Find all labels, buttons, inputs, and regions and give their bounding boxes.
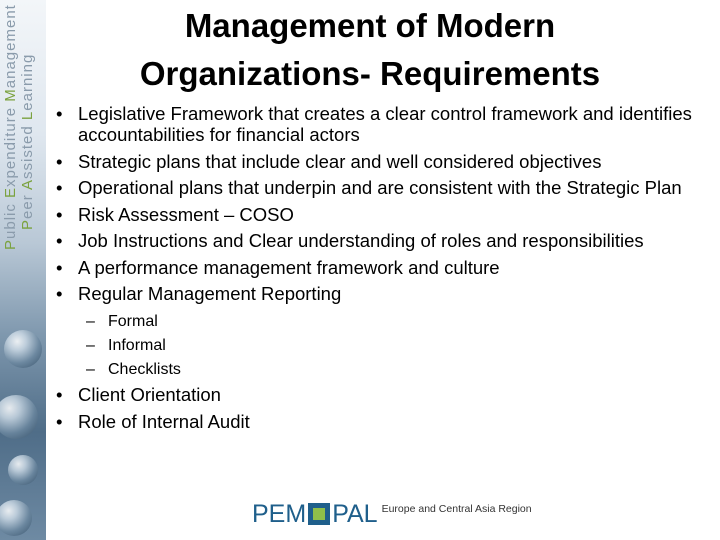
title-line-2: Organizations- Requirements bbox=[139, 55, 601, 92]
logo-text-left: PEM bbox=[252, 500, 307, 528]
bullet-item: • Regular Management Reporting bbox=[56, 283, 342, 304]
bullet-item: • Role of Internal Audit bbox=[56, 410, 250, 432]
bullet-item: • Strategic plans that include clear and well considered objectives bbox=[56, 150, 602, 172]
bullet-item: • Legislative Framework that creates a clear control framework and identifies accountabilities for financial actors bbox=[56, 103, 692, 145]
bullet-list bbox=[56, 103, 716, 437]
globe-image bbox=[0, 500, 32, 536]
dash-icon: – bbox=[86, 361, 95, 378]
bullet-icon: • bbox=[56, 103, 63, 124]
sidebar-vertical-text bbox=[2, 4, 36, 250]
sub-bullet-item: – Informal bbox=[86, 337, 166, 354]
logo-text-right: PAL bbox=[332, 500, 378, 528]
bullet-icon: • bbox=[56, 177, 63, 198]
bullet-item: • A performance management framework and culture bbox=[56, 256, 500, 278]
sidebar-line-1: Public Expenditure Management bbox=[2, 4, 19, 250]
bullet-item: • Client Orientation bbox=[56, 384, 221, 405]
dash-icon: – bbox=[86, 313, 95, 330]
sidebar-decorative-strip bbox=[0, 0, 46, 540]
sub-bullet-item: – Formal bbox=[86, 313, 158, 330]
bullet-item: • Risk Assessment – COSO bbox=[56, 203, 294, 225]
bullet-icon: • bbox=[56, 150, 63, 172]
pempal-logo bbox=[252, 500, 532, 528]
dash-icon: – bbox=[86, 337, 95, 354]
sidebar-line-2: Peer Assisted Learning bbox=[19, 53, 36, 230]
globe-image bbox=[8, 455, 38, 485]
bullet-icon: • bbox=[56, 203, 63, 225]
bullet-icon: • bbox=[56, 256, 63, 278]
bullet-icon: • bbox=[56, 410, 63, 432]
globe-image bbox=[0, 395, 38, 439]
globe-image bbox=[4, 330, 42, 368]
logo-mark-icon bbox=[308, 503, 330, 525]
bullet-icon: • bbox=[56, 283, 63, 304]
bullet-icon: • bbox=[56, 230, 63, 251]
slide-title bbox=[70, 2, 670, 98]
bullet-icon: • bbox=[56, 384, 63, 405]
sub-bullet-list bbox=[86, 312, 716, 380]
region-label: Europe and Central Asia Region bbox=[381, 503, 532, 515]
bullet-item: • Job Instructions and Clear understanding of roles and responsibilities bbox=[56, 230, 644, 251]
title-line-1: Management of Modern bbox=[184, 7, 556, 44]
bullet-item: • Operational plans that underpin and are consistent with the Strategic Plan bbox=[56, 177, 682, 198]
sub-bullet-item: – Checklists bbox=[86, 361, 181, 378]
